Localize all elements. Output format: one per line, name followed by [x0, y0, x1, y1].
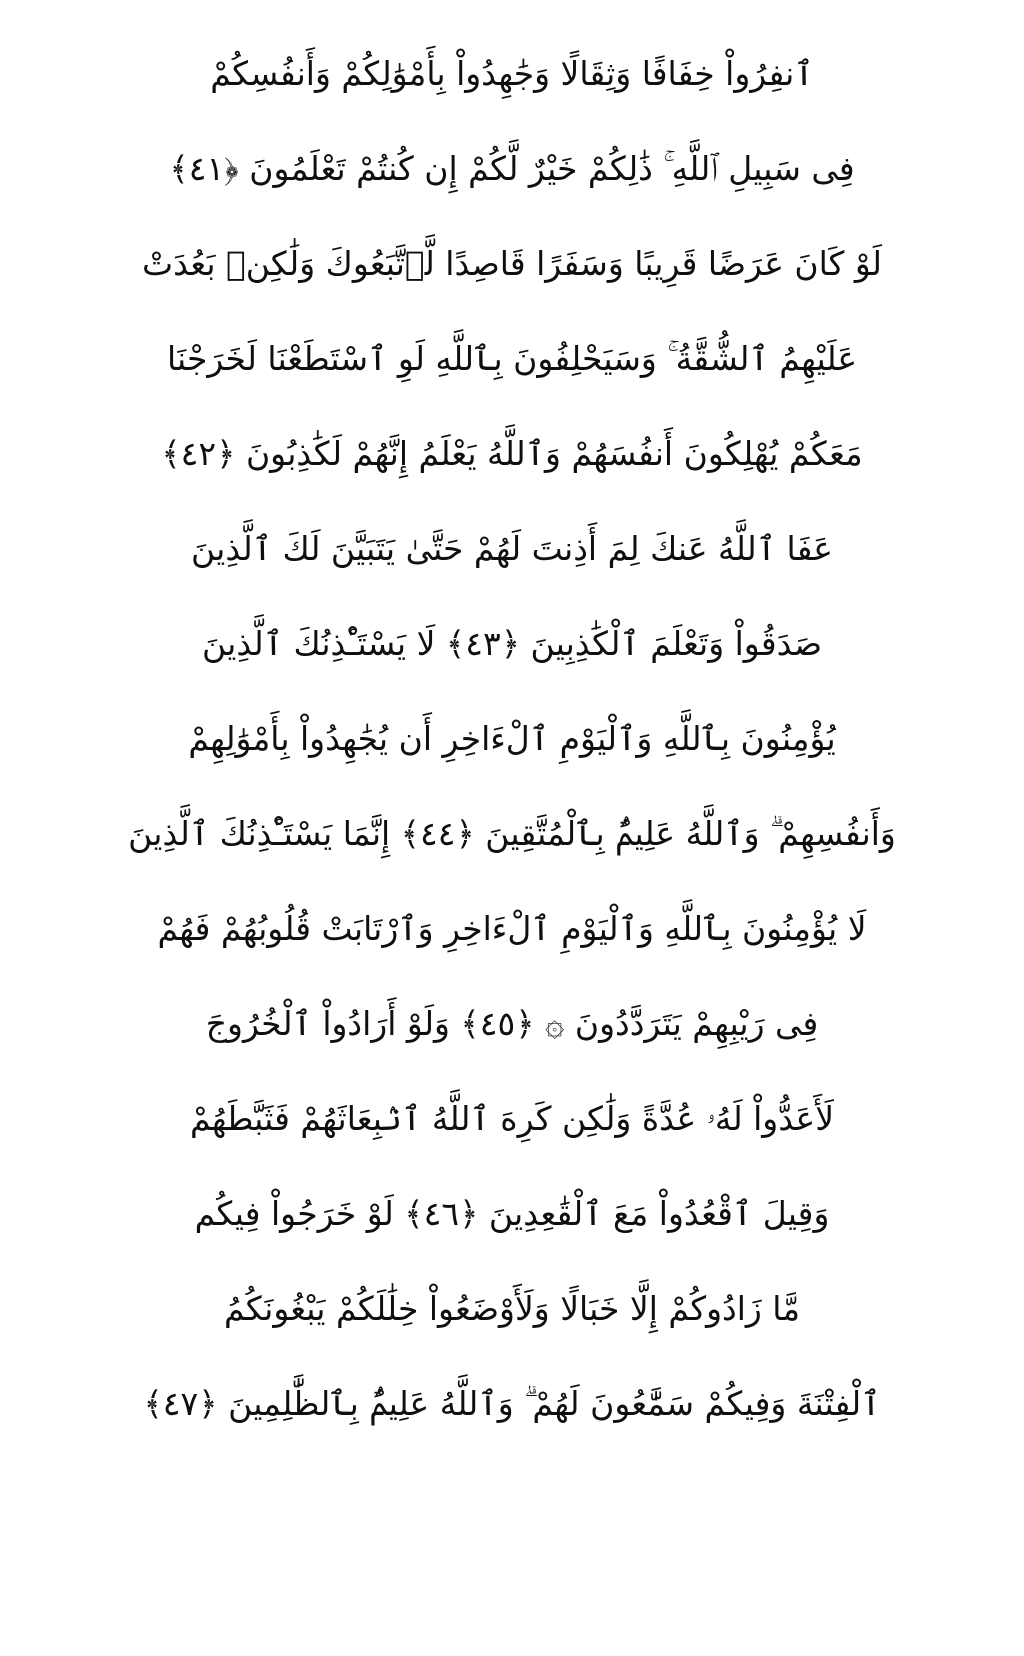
quran-line-text: لَأَعَدُّواْ لَهُۥ عُدَّةً وَلَٰكِن كَرِهَ ٱللَّهُ ٱنۢبِعَاثَهُمْ فَثَبَّطَهُمْ — [189, 1099, 835, 1138]
quran-line-text: عَفَا ٱللَّهُ عَنكَ لِمَ أَذِنتَ لَهُمْ حَتَّىٰ يَتَبَيَّنَ لَكَ ٱلَّذِينَ — [191, 529, 833, 568]
quran-line-text: مَّا زَادُوكُمْ إِلَّا خَبَالًا وَلَأَوْضَعُواْ خِلَٰلَكُمْ يَبْغُونَكُمُ — [223, 1289, 801, 1328]
quran-line — [44, 1261, 980, 1356]
quran-line — [44, 311, 980, 406]
quran-line — [44, 26, 980, 121]
quran-line — [44, 121, 980, 216]
quran-line — [44, 976, 980, 1071]
quran-line-text: مَعَكُمْ يُهْلِكُونَ أَنفُسَهُمْ وَٱللَّهُ يَعْلَمُ إِنَّهُمْ لَكَٰذِبُونَ ﴿٤٢﴾ — [161, 434, 863, 473]
quran-line-text: فِى سَبِيلِ ٱللَّهِ ۚ ذَٰلِكُمْ خَيْرٌ لَّكُمْ إِن كُنتُمْ تَعْلَمُونَ ﴿٤١﴾ — [169, 149, 855, 188]
quran-line-text: فِى رَيْبِهِمْ يَتَرَدَّدُونَ ۞ ﴿٤٥﴾ وَلَوْ أَرَادُواْ ٱلْخُرُوجَ — [205, 1004, 819, 1043]
quran-line-text: ٱنفِرُواْ خِفَافًا وَثِقَالًا وَجَٰهِدُواْ بِأَمْوَٰلِكُمْ وَأَنفُسِكُمْ — [210, 54, 814, 93]
quran-line — [44, 406, 980, 501]
quran-line-text: وَقِيلَ ٱقْعُدُواْ مَعَ ٱلْقَٰعِدِينَ ﴿٤٦﴾ لَوْ خَرَجُواْ فِيكُم — [194, 1194, 830, 1233]
quran-line — [44, 501, 980, 596]
quran-line-text: لَوْ كَانَ عَرَضًا قَرِيبًا وَسَفَرًا قَاصِدًا لَّٱتَّبَعُوكَ وَلَٰكِنۢ بَعُدَتْ — [142, 244, 882, 283]
quran-line-text: وَأَنفُسِهِمْ ۗ وَٱللَّهُ عَلِيمٌۢ بِٱلْمُتَّقِينَ ﴿٤٤﴾ إِنَّمَا يَسْتَـْٔذِنُكَ ٱلَّذِينَ — [128, 814, 896, 853]
quran-line — [44, 596, 980, 691]
quran-line-text: يُؤْمِنُونَ بِٱللَّهِ وَٱلْيَوْمِ ٱلْءَاخِرِ أَن يُجَٰهِدُواْ بِأَمْوَٰلِهِمْ — [188, 719, 836, 758]
quran-line-text: صَدَقُواْ وَتَعْلَمَ ٱلْكَٰذِبِينَ ﴿٤٣﴾ لَا يَسْتَـْٔذِنُكَ ٱلَّذِينَ — [202, 624, 822, 663]
quran-line — [44, 881, 980, 976]
quran-line — [44, 1071, 980, 1166]
quran-line — [44, 216, 980, 311]
quran-line-text: ٱلْفِتْنَةَ وَفِيكُمْ سَمَّٰعُونَ لَهُمْ ۗ وَٱللَّهُ عَلِيمٌۢ بِٱلظَّٰلِمِينَ ﴿٤٧﴾ — [143, 1384, 881, 1423]
quran-line — [44, 786, 980, 881]
quran-line — [44, 1356, 980, 1451]
quran-line — [44, 691, 980, 786]
quran-line-text: عَلَيْهِمُ ٱلشُّقَّةُ ۚ وَسَيَحْلِفُونَ بِٱللَّهِ لَوِ ٱسْتَطَعْنَا لَخَرَجْنَا — [166, 339, 858, 378]
quran-line-text: لَا يُؤْمِنُونَ بِٱللَّهِ وَٱلْيَوْمِ ٱلْءَاخِرِ وَٱرْتَابَتْ قُلُوبُهُمْ فَهُمْ — [157, 909, 867, 948]
quran-line — [44, 1166, 980, 1261]
